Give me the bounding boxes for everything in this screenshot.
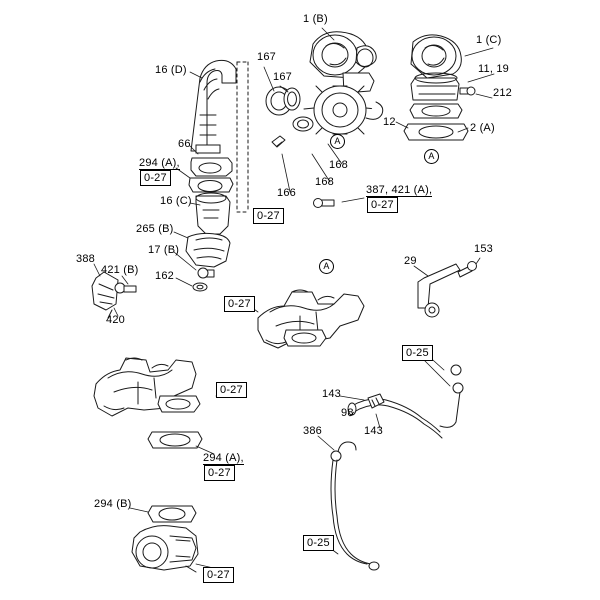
label-386: 386 [303, 425, 322, 437]
turbocharger-1c [404, 35, 475, 140]
label-12: 12 [383, 116, 396, 128]
label-388: 388 [76, 253, 95, 265]
label-387-421a: 387, 421 (A), [366, 184, 433, 196]
bolt-387-421 [314, 199, 335, 208]
seal-rings-167 [266, 87, 313, 147]
bracket-29-153 [418, 262, 477, 318]
oil-pipe-assembly [331, 365, 463, 570]
label-0-27-g: 0-27 [203, 567, 234, 583]
exhaust-manifold-left [94, 358, 202, 448]
label-421b: 421 (B) [101, 264, 139, 276]
exhaust-manifold-center [258, 290, 364, 348]
label-294a-lower: 294 (A), [203, 452, 244, 464]
label-166: 166 [277, 187, 296, 199]
label-168-b: 168 [315, 176, 334, 188]
label-66: 66 [178, 138, 191, 150]
label-1b: 1 (B) [303, 13, 328, 25]
exhaust-manifold-bottom [132, 506, 198, 572]
label-294b: 294 (B) [94, 498, 132, 510]
label-420: 420 [106, 314, 125, 326]
label-162: 162 [155, 270, 174, 282]
label-143-b: 143 [364, 425, 383, 437]
bracket-420 [92, 272, 136, 318]
label-callout-a-1: A [330, 134, 345, 149]
label-98: 98 [341, 407, 354, 419]
label-0-27-a: 0-27 [140, 170, 171, 186]
label-callout-a-2: A [424, 149, 439, 164]
bracket-dashed-167 [237, 62, 248, 212]
heat-shield-265b [186, 233, 230, 291]
label-11-19: 11, 19 [478, 63, 509, 75]
label-167-a: 167 [257, 51, 276, 63]
label-0-27-b: 0-27 [367, 197, 398, 213]
label-153: 153 [474, 243, 493, 255]
label-168-a: 168 [329, 159, 348, 171]
label-16c: 16 (C) [160, 195, 192, 207]
label-212: 212 [493, 87, 512, 99]
turbocharger-1b [304, 32, 383, 134]
label-16d: 16 (D) [155, 64, 187, 76]
label-0-27-e: 0-27 [216, 382, 247, 398]
label-0-25-a: 0-25 [402, 345, 433, 361]
label-167-b: 167 [273, 71, 292, 83]
label-143-a: 143 [322, 388, 341, 400]
label-1c: 1 (C) [476, 34, 502, 46]
label-17b: 17 (B) [148, 244, 180, 256]
label-callout-a-3: A [319, 259, 334, 274]
label-0-27-d: 0-27 [224, 296, 255, 312]
label-0-27-f: 0-27 [204, 465, 235, 481]
label-29: 29 [404, 255, 417, 267]
label-2a: 2 (A) [470, 122, 495, 134]
label-265b: 265 (B) [136, 223, 174, 235]
label-294a-upper: 294 (A), [139, 157, 180, 169]
air-duct-16d [189, 60, 236, 234]
label-0-25-b: 0-25 [303, 535, 334, 551]
label-0-27-c: 0-27 [253, 208, 284, 224]
